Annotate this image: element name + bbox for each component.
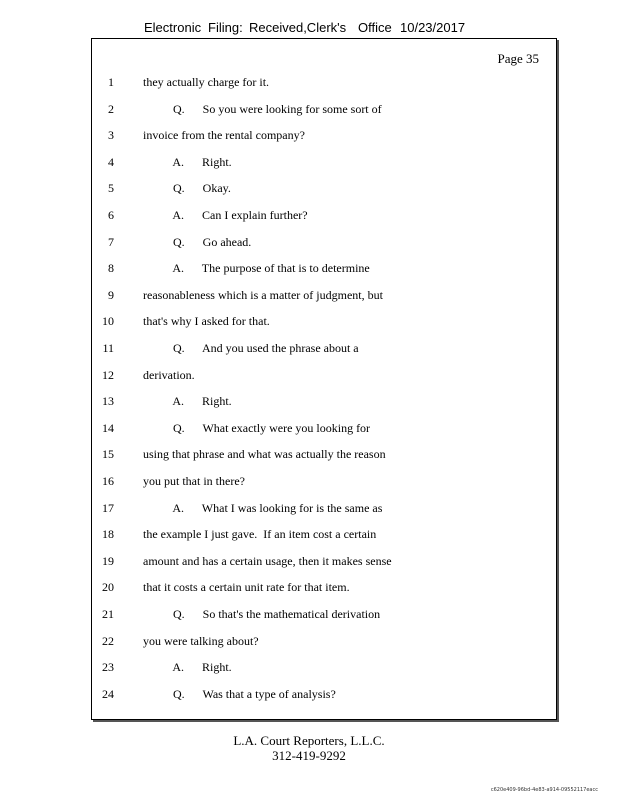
- document-id: c620e409-96bd-4e83-a914-09552117eacc: [490, 787, 598, 793]
- line-text: they actually charge for it.: [143, 75, 270, 89]
- line-text: A. What I was looking for is the same as: [143, 500, 383, 515]
- line-text: using that phrase and what was actually the reason: [143, 447, 386, 462]
- line-text: amount and has a certain usage, then it makes sense: [143, 553, 392, 568]
- transcript-line: [92, 445, 554, 463]
- footer-phone: 312-419-9292: [272, 748, 346, 763]
- line-number: 12: [102, 367, 114, 382]
- line-text: Q. Was that a type of analysis?: [143, 686, 336, 701]
- transcript-line: [92, 578, 554, 596]
- line-text: A. Can I explain further?: [143, 208, 308, 222]
- header-filing: Filing:: [208, 20, 243, 35]
- transcript-line: [92, 153, 554, 171]
- line-number: 8: [108, 261, 114, 276]
- line-number: 5: [108, 181, 114, 196]
- transcript-line: [92, 286, 554, 304]
- line-text: that it costs a certain unit rate for that item.: [143, 580, 350, 595]
- line-text: Q. And you used the phrase about a: [143, 341, 359, 355]
- line-number: 6: [108, 208, 114, 222]
- header-electronic: Electronic: [144, 20, 202, 35]
- line-number: 1: [108, 75, 114, 89]
- transcript-line: [92, 392, 554, 410]
- transcript-line: [92, 366, 554, 384]
- line-text: derivation.: [143, 367, 195, 382]
- transcript-line: [92, 685, 554, 703]
- line-number: 24: [102, 686, 114, 701]
- line-text: A. Right.: [143, 660, 232, 675]
- transcript-line: [92, 312, 554, 330]
- transcript-line: [92, 632, 554, 650]
- transcript-line: [92, 73, 554, 91]
- transcript-line: [92, 499, 554, 517]
- line-number: 16: [102, 474, 114, 488]
- line-text: A. The purpose of that is to determine: [143, 261, 370, 276]
- line-number: 7: [108, 234, 114, 249]
- transcript-line: [92, 233, 554, 251]
- line-text: invoice from the rental company?: [143, 128, 305, 143]
- transcript-line: [92, 339, 554, 357]
- line-text: Q. So that's the mathematical derivation: [143, 607, 381, 621]
- line-number: 22: [102, 633, 114, 648]
- line-text: A. Right.: [143, 394, 232, 409]
- line-number: 2: [108, 101, 114, 116]
- line-text: reasonableness which is a matter of judgment, but: [143, 287, 383, 302]
- transcript-line: [92, 658, 554, 676]
- transcript-line: [92, 179, 554, 197]
- line-text: Q. Go ahead.: [143, 234, 252, 249]
- line-number: 20: [102, 580, 114, 595]
- line-number: 14: [102, 420, 114, 435]
- transcript-line: [92, 100, 554, 118]
- line-number: 19: [102, 553, 114, 568]
- line-number: 11: [102, 341, 114, 355]
- line-text: Q. Okay.: [143, 181, 231, 196]
- line-number: 17: [102, 500, 114, 515]
- page-number: Page 35: [497, 51, 539, 66]
- header-date: 10/23/2017: [400, 20, 466, 35]
- line-text: Q. So you were looking for some sort of: [143, 101, 382, 116]
- footer-company: L.A. Court Reporters, L.L.C.: [233, 733, 385, 748]
- line-number: 3: [108, 128, 114, 143]
- line-number: 23: [102, 660, 114, 675]
- transcript-line: [92, 259, 554, 277]
- line-number: 9: [108, 287, 114, 302]
- line-text: you were talking about?: [143, 633, 259, 648]
- line-number: 4: [108, 154, 114, 169]
- line-text: that's why I asked for that.: [143, 314, 270, 329]
- transcript-line: [92, 605, 554, 623]
- transcript-line: [92, 126, 554, 144]
- transcript-line: [92, 472, 554, 490]
- line-text: you put that in there?: [143, 474, 245, 488]
- line-text: A. Right.: [143, 154, 232, 169]
- transcript-line: [92, 552, 554, 570]
- transcript-line: [92, 525, 554, 543]
- line-number: 10: [102, 314, 114, 329]
- line-text: the example I just gave. If an item cost a certain: [143, 527, 377, 542]
- transcript-page: [91, 38, 557, 720]
- line-number: 18: [102, 527, 114, 542]
- line-number: 15: [102, 447, 114, 462]
- line-text: Q. What exactly were you looking for: [143, 420, 371, 435]
- line-number: 21: [102, 607, 114, 621]
- line-number: 13: [102, 394, 114, 409]
- header-received: Received,Clerk's: [249, 20, 347, 35]
- transcript-line: [92, 419, 554, 437]
- header-office: Office: [358, 20, 392, 35]
- transcript-line: [92, 206, 554, 224]
